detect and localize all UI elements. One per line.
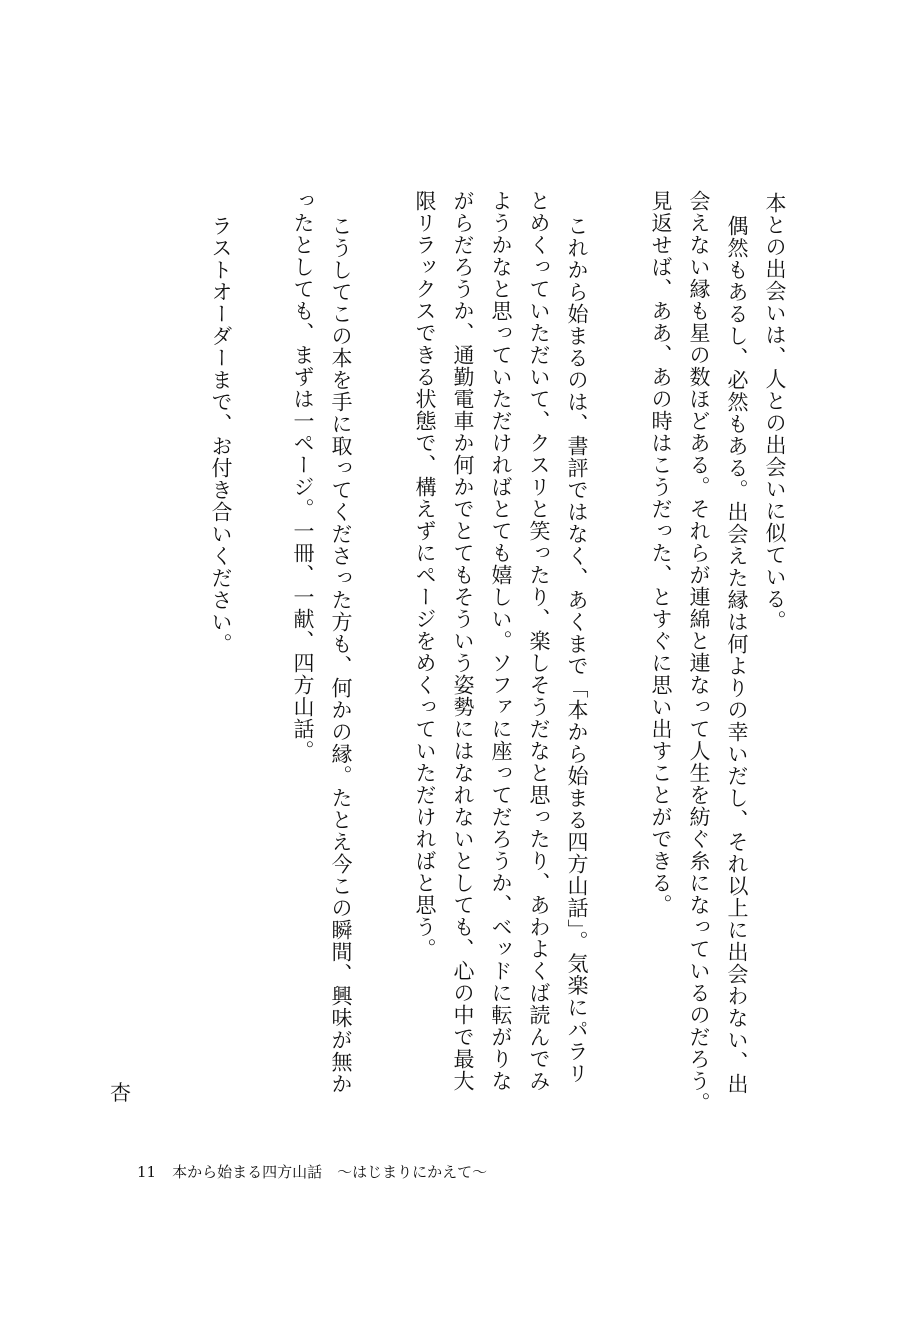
text-column-9: 限リラックスできる状態で、構えずにページをめくっていただければと思う。: [413, 190, 437, 960]
text-column-11: ったとしても、まずは一ページ。一冊、一献、四方山話。: [291, 190, 315, 762]
page-number: 11: [137, 1163, 157, 1181]
text-column-10: こうしてこの本を手に取ってくださった方も、何かの縁。たとえ今この瞬間、興味が無か: [329, 215, 353, 1095]
running-footer: [137, 1165, 487, 1180]
text-column-8: がらだろうか、通勤電車か何かでとてもそういう姿勢にはなれないとしても、心の中で最大: [451, 190, 475, 1092]
text-column-5: これから始まるのは、書評ではなく、あくまで「本から始まる四方山話」。気楽にパラリ: [565, 215, 589, 1085]
text-column-1: 本との出会いは、人との出会いに似ている。: [763, 192, 787, 632]
text-column-2: 偶然もあるし、必然もある。出会えた縁は何よりの幸いだし、それ以上に出会わない、出: [725, 215, 749, 1095]
text-column-7: ようかなと思っていただければとても嬉しい。ソファに座ってだろうか、ベッドに転がりな: [489, 190, 513, 1092]
running-title: 本から始まる四方山話 〜はじまりにかえて〜: [172, 1163, 488, 1181]
author-signature: 杏: [110, 1081, 131, 1105]
text-column-12: ラストオーダーまで、お付き合いください。: [209, 215, 233, 655]
text-column-3: 会えない縁も星の数ほどある。それらが連綿と連なって人生を紡ぐ糸になっているのだろう。: [687, 190, 711, 1114]
text-column-6: とめくっていただいて、クスリと笑ったり、楽しそうだなと思ったり、あわよくば読んでみ: [527, 190, 551, 1092]
text-column-4: 見返せば、ああ、あの時はこうだった、とすぐに思い出すことができる。: [649, 190, 673, 916]
